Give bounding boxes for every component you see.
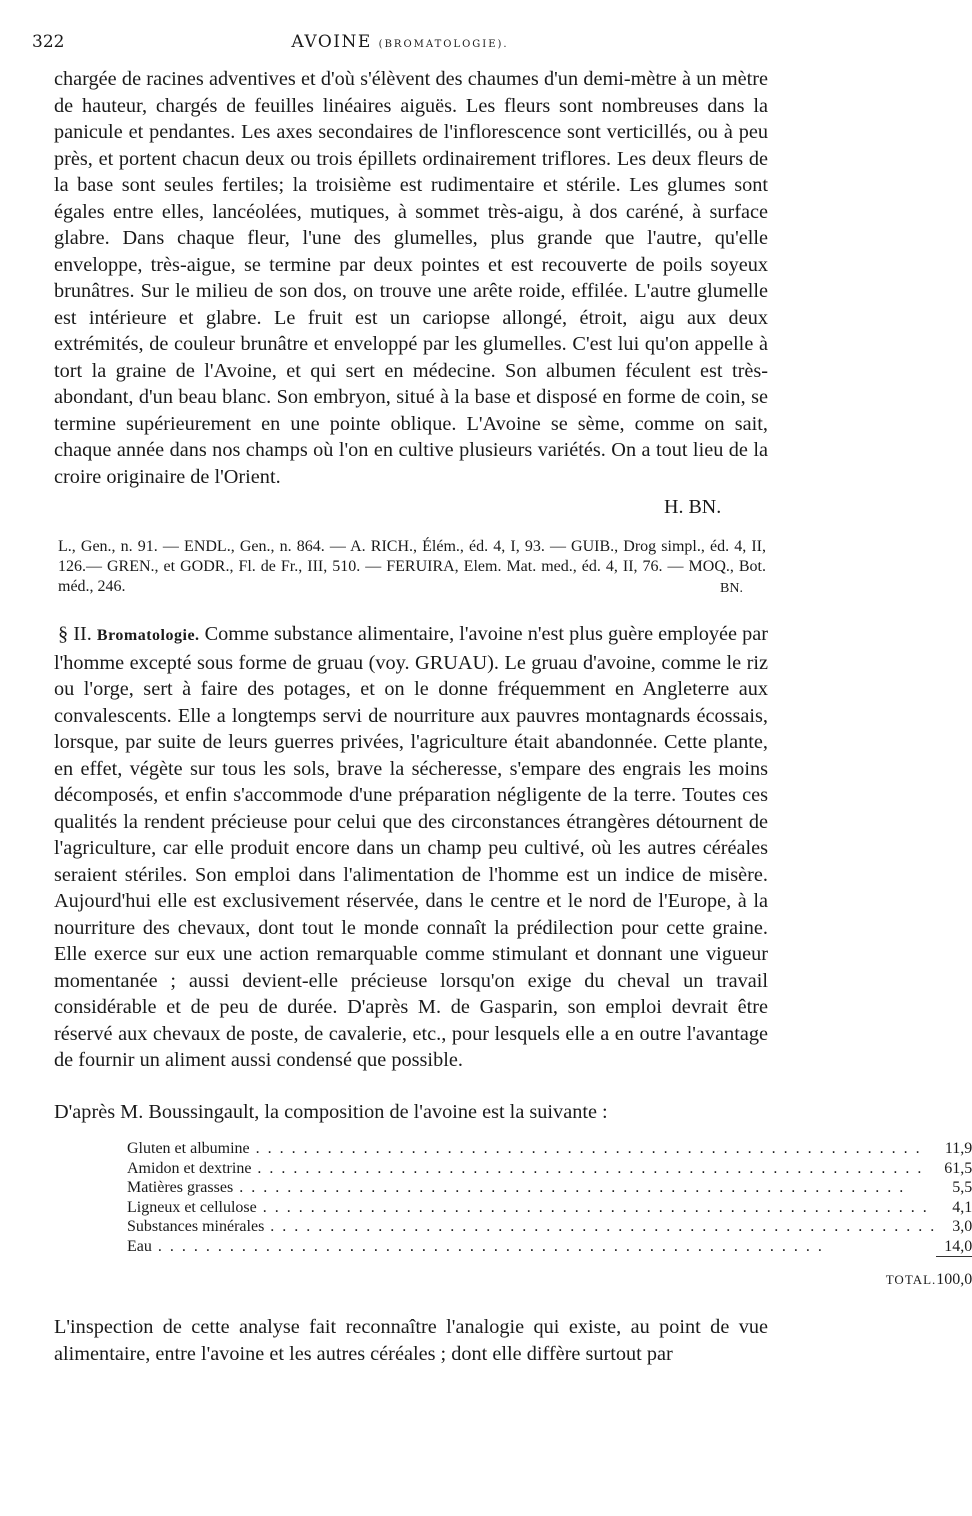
section-marker: § II. xyxy=(58,623,92,645)
composition-row xyxy=(127,1178,972,1198)
conclusion-paragraph: L'inspection de cette analyse fait reconnaître l'analogie qui existe, au point de vue alimentaire, entre l'avoine et les autres céréales ; dont elle diffère surtout par xyxy=(54,1316,768,1365)
composition-row xyxy=(127,1139,972,1159)
total-row xyxy=(127,1257,972,1290)
component-name: Eau . . . xyxy=(127,1237,936,1257)
bibliographic-references: L., Gen., n. 91. — ENDL., Gen., n. 864. — A. RICH., Élém., éd. 4, I, 93. — GUIB., Drog simpl., éd. 4, II, 126.— GREN., et GODR., Fl. de Fr., III, 510. — FERUIRA, Elem. Mat. med., éd. 4, II, 76. — MOQ., Bot. méd., 246. xyxy=(58,538,766,595)
running-header xyxy=(30,32,770,58)
component-value: 14,0 xyxy=(944,1237,972,1255)
component-value: 4,1 xyxy=(952,1198,972,1216)
section-body: Comme substance alimentaire, l'avoine n'est plus guère employée par l'homme excepté sous forme de gruau (voy. GRUAU). Le gruau d'avoine, comme le riz ou l'orge, sert à faire des potages, et on le donne fréquemment en Angleterre aux convalescents. Elle a longtemps servi de nourriture aux pauvres montagnards écossais, lorsque, par suite de leurs guerres privées, l'agriculture était abandonnée. Cette plante, en effet, végète sur tous les sols, brave la sécheresse, s'empare des engrais les moins décomposés, et enfin s'accommode d'une préparation négligente de la terre. Toutes ces qualités la rendent précieuse pour celui que des circonstances étrangères détournent de l'agriculture, car elle produit encore dans un champ peu cultivé, où les autres céréales seraient stériles. Son emploi dans l'alimentation de l'homme est un indice de misère. Aujourd'hui elle est exclusivement réservée, dans le centre et le nord de l'Europe, à la nourriture des chevaux, dont tout le monde connaît la prédilection pour cette graine. Elle exerce sur eux une action remarquable comme stimulant et donnant une vigueur momentanée ; aussi devient-elle précieuse lorsqu'on exige du cheval un travail considérable et de peu de durée. D'après M. de Gasparin, son emploi devrait être réservé aux chevaux de poste, de cavalerie, etc., pour lesquels elle a en outre l'avantage de fournir un aliment aussi condensé que possible. xyxy=(54,623,768,1071)
total-label-cell xyxy=(127,1257,936,1290)
component-name: Ligneux et cellulose . . . xyxy=(127,1198,936,1218)
composition-row xyxy=(127,1159,972,1179)
total-value: 100,0 xyxy=(936,1257,972,1290)
botany-signature: H. BN. xyxy=(664,496,722,518)
component-value: 5,5 xyxy=(952,1179,972,1196)
references-signature: BN. xyxy=(720,581,743,596)
composition-row xyxy=(127,1237,972,1257)
composition-row xyxy=(127,1198,972,1218)
section-heading: Bromatologie. xyxy=(96,627,200,644)
component-name: Substances minérales . . . xyxy=(127,1217,936,1237)
total-label: TOTAL. xyxy=(885,1271,937,1287)
running-title xyxy=(30,32,770,52)
component-name: Amidon et dextrine . . . xyxy=(127,1159,936,1179)
component-value: 11,9 xyxy=(944,1140,972,1157)
composition-row xyxy=(127,1217,972,1237)
component-value: 3,0 xyxy=(952,1218,972,1235)
header-subtitle: (BROMATOLOGIE). xyxy=(378,39,509,50)
component-value: 61,5 xyxy=(944,1159,972,1177)
bromatology-paragraph xyxy=(54,621,768,1074)
botany-paragraph: chargée de racines adventives et d'où s'élèvent des chaumes d'un demi-mètre à un mètre de hauteur, chargés de feuilles linéaires aiguës. Les fleurs sont nombreuses dans la panicule et pendantes. Les axes secondaires de l'inflorescence sont verticillés, ou à peu près, et portent chacun deux ou trois épillets ordinairement triflores. Les deux fleurs de la base sont seules fertiles; la troisième est rudimentaire et stérile. Les glumes sont égales entre elles, lancéolées, mutiques, à sommet très-aigu, à dos caréné, à surface glabre. Dans chaque fleur, l'une des glumelles, plus grande que l'autre, qu'elle enveloppe, très-aigue, se termine par deux pointes et est recouverte de poils soyeux brunâtres. Sur le milieu de son dos, on trouve une arête roide, effilée. L'autre glumelle est intérieure et glabre. Le fruit est un cariopse allongé, étroit, aigu aux deux extrémités, de couleur brunâtre et enveloppé par les glumelles. C'est lui qu'on appelle à tort la graine de l'Avoine, et qui sert en médecine. Son albumen féculent est très-abondant, d'un beau blanc. Son embryon, situé à la base et disposé en forme de coin, se termine supérieurement en une pointe oblique. L'Avoine se sème, comme on sait, chaque année dans nos champs où l'on en cultive plusieurs variétés. On a tout lieu de la croire originaire de l'Orient. xyxy=(54,68,768,488)
composition-table xyxy=(127,1139,972,1289)
page-number: 322 xyxy=(32,32,65,52)
composition-intro: D'après M. Boussingault, la composition de l'avoine est la suivante : xyxy=(54,1101,608,1123)
header-title: AVOINE xyxy=(291,32,372,52)
component-name: Gluten et albumine . . . xyxy=(127,1139,936,1159)
component-name: Matières grasses . . . xyxy=(127,1178,936,1198)
